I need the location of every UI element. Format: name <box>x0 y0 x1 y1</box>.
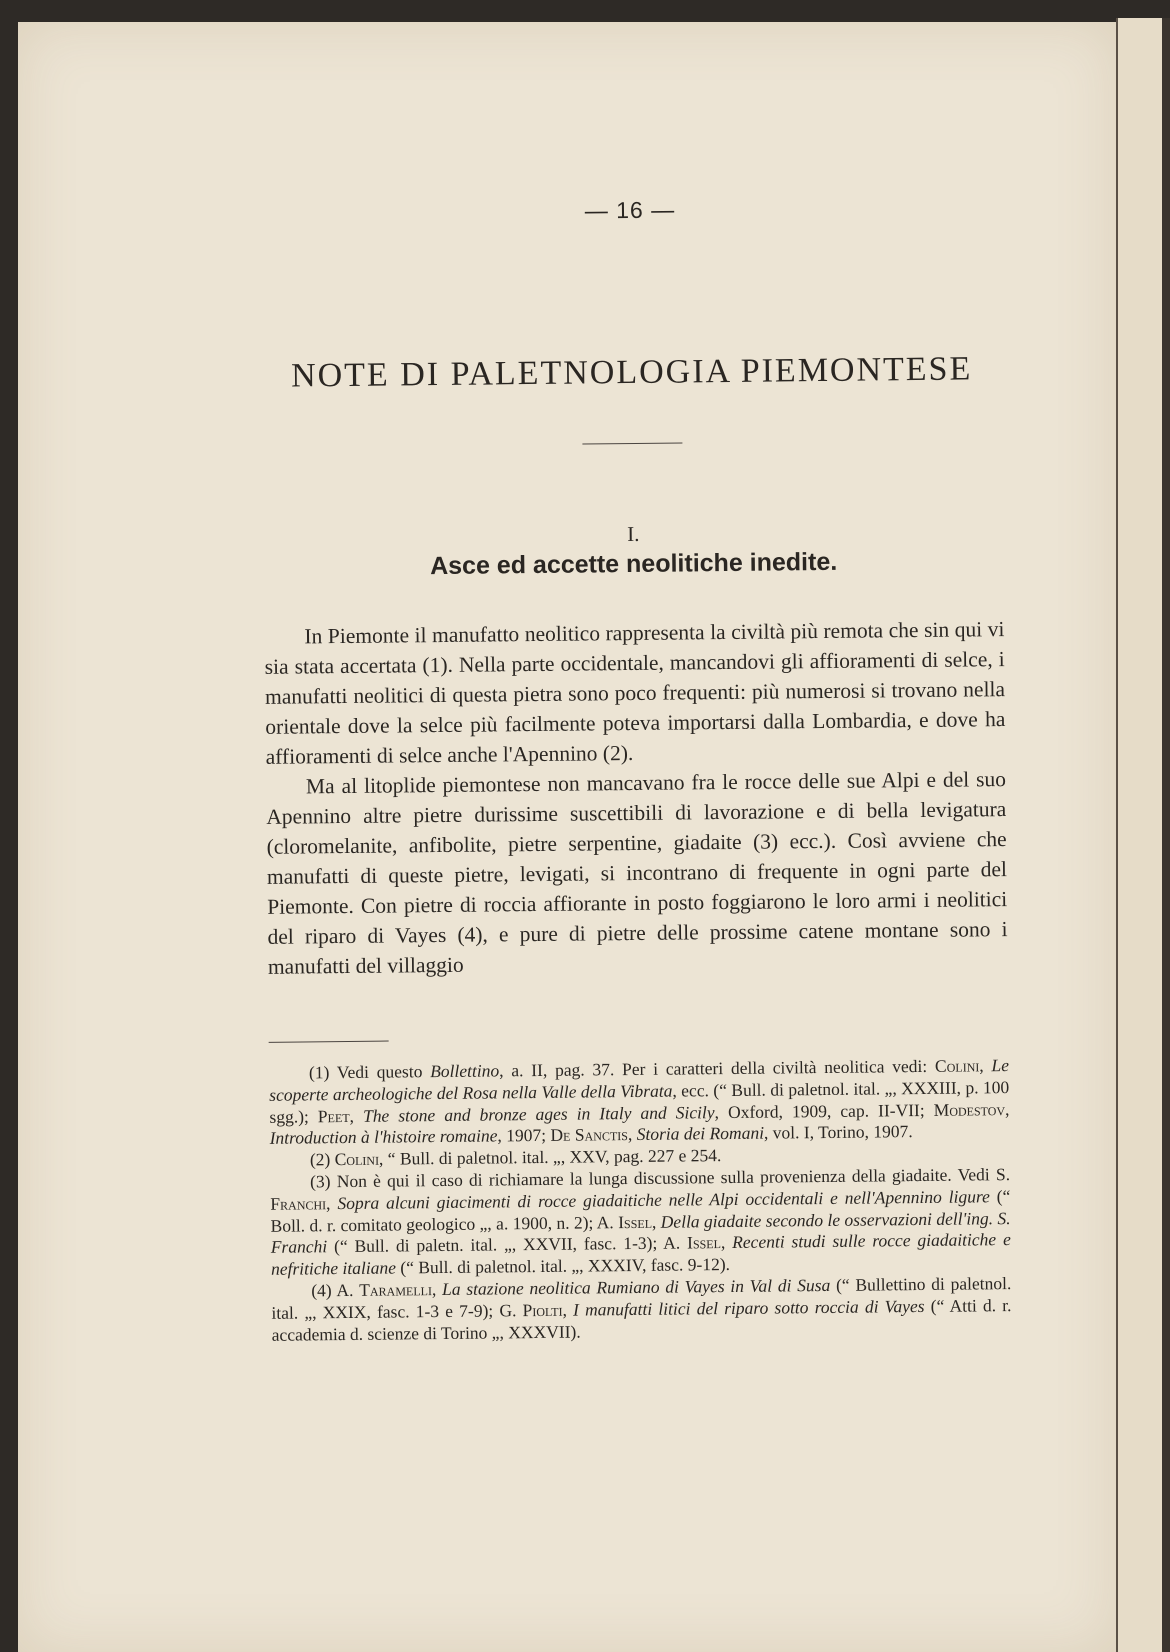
footnote-1: (1) Vedi questo Bollettino, a. II, pag. 37. Per i caratteri della civiltà neolitica vedi: Colini, Le scoperte archeologiche del Rosa nella Valle della Vibrata, ecc. (“ Bull. di paletnol. ital. „, XXXIII, p. 100 sgg.); Peet, The stone and bronze ages in Italy and Sicily, Oxford, 1909, cap. II-VII; Modestov, Introduction à l'histoire romaine, 1907; De Sanctis, Storia dei Romani, vol. I, Torino, 1907. <box>269 1055 1010 1149</box>
book-page <box>18 22 1116 1652</box>
binding-shadow <box>1162 18 1170 1652</box>
paragraph: In Piemonte il manufatto neolitico rappresenta la civiltà più remota che sin qui vi sia stata accertata (1). Nella parte occidentale, mancandovi gli affioramenti di selce, i manufatti neolitici di questa pietra sono poco frequenti: più numerosi si trovano nella orientale dove la selce più facilmente poteva importarsi dalla Lombardia, e dove ha affioramenti di selce anche l'Apennino (2). <box>264 617 1006 769</box>
paragraph: Ma al litoplide piemontese non mancavano fra le rocce delle sue Alpi e del suo Apennino altre pietre durissime suscettibili di lavorazione e di bella levigatura (cloromelanite, anfibolite, pietre serpentine, giadaite (3) ecc.). Così avviene che manufatti di queste pietre, levigati, si incontrano di frequente in ogni parte del Piemonte. Con pietre di roccia affiorante in posto foggiarono le loro armi i neolitici del riparo di Vayes (4), e pure di pietre delle prossime catene montane sono i manufatti del villaggio <box>266 767 1008 979</box>
body-text <box>264 614 1008 982</box>
section-number: I. <box>627 521 640 547</box>
section-title: Asce ed accette neolitiche inedite. <box>429 547 838 581</box>
footnote-divider <box>269 1041 389 1043</box>
footnote-3: (3) Non è qui il caso di richiamare la lunga discussione sulla provenienza della giadaite. Vedi S. Franchi, Sopra alcuni giacimenti di rocce giadaitiche nelle Alpi occidentali e nell'Apennino ligure (“ Boll. d. r. comitato geologico „, a. 1900, n. 2); A. Issel, Della giadaite secondo le osservazioni dell'ing. S. Franchi (“ Bull. di paletn. ital. „, XXVII, fasc. 1-3); A. Issel, Recenti studi sulle rocce giadaitiche e nefritiche italiane (“ Bull. di paletnol. ital. „, XXXIV, fasc. 9-12). <box>270 1164 1011 1279</box>
page-number: — 16 — <box>584 196 676 224</box>
footnote-4: (4) A. Taramelli, La stazione neolitica Rumiano di Vayes in Val di Susa (“ Bullettino di paletnol. ital. „, XXIX, fasc. 1-3 e 7-9); G. Piolti, I manufatti litici del riparo sotto roccia di Vayes (“ Atti d. r. accademia d. scienze di Torino „, XXXVII). <box>271 1273 1012 1345</box>
adjacent-page-edge <box>1116 18 1170 1652</box>
title-divider <box>582 442 682 444</box>
footnote-2: (2) Colini, “ Bull. di paletnol. ital. „, XXV, pag. 227 e 254. <box>309 1145 722 1170</box>
footnotes <box>269 1055 1012 1346</box>
main-title: NOTE DI PALETNOLOGIA PIEMONTESE <box>290 350 973 395</box>
page-content <box>258 18 1012 1345</box>
